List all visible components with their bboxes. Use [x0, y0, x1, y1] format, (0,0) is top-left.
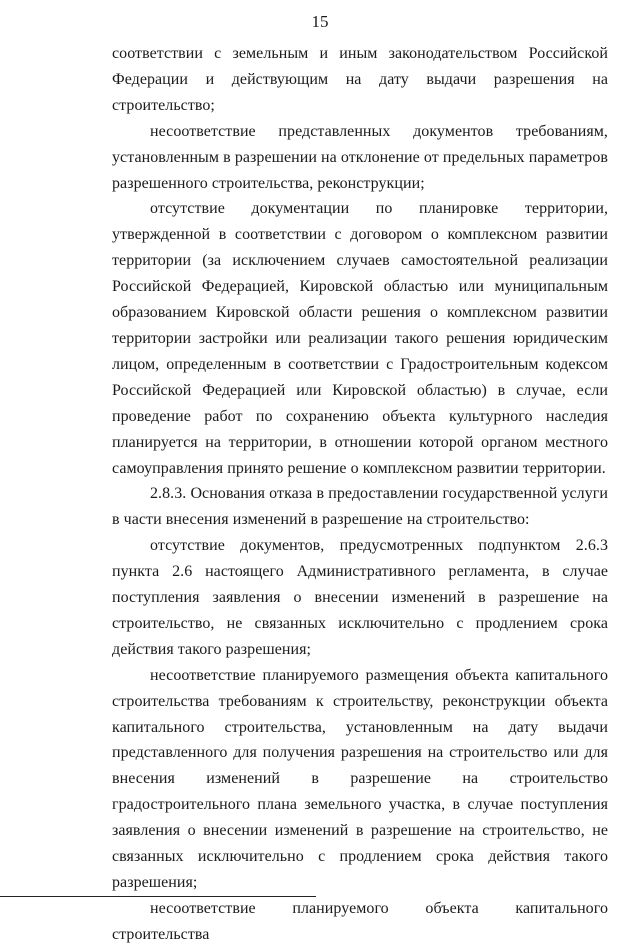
footer-divider: [0, 896, 316, 897]
paragraph-continuation: соответствии с земельным и иным законодательством Российской Федерации и действующим на дату выдачи разрешения на строительство;: [112, 45, 608, 114]
paragraph-object-nonconformity: несоответствие планируемого объекта капитального строительства: [112, 899, 608, 943]
paragraph-section-2-8-3: 2.8.3. Основания отказа в предоставлении государственной услуги в части внесения изменений в разрешение на строительство:: [112, 485, 608, 529]
paragraph-nonconformity-deviation: несоответствие представленных документов требованиям, установленным в разрешении на отклонение от предельных параметров разрешенного строительства, реконструкции;: [112, 122, 608, 192]
page-number: 15: [311, 12, 329, 31]
paragraph-placement-nonconformity: несоответствие планируемого размещения объекта капитального строительства требованиям к строительству, реконструкции объекта капитального строительства, установленным на дату выдачи представленного для получения разрешения на строительство или для внесения изменений в разрешение на строительство градостроительного плана земельного участка, в случае поступления заявления о внесении изменений в разрешение на строительство, не связанных исключительно с продлением срока действия такого разрешения;: [112, 666, 608, 891]
document-body: [112, 41, 608, 948]
paragraph-missing-documents: отсутствие документов, предусмотренных подпунктом 2.6.3 пункта 2.6 настоящего Административного регламента, в случае поступления заявления о внесении изменений в разрешение на строительство, не связанных исключительно с продлением срока действия такого разрешения;: [112, 537, 608, 658]
paragraph-missing-planning-docs: отсутствие документации по планировке территории, утвержденной в соответствии с договором о комплексном развитии территории (за исключением случаев самостоятельной реализации Российской Федерацией, Кировской областью или муниципальным образованием Кировской области решения о комплексном развитии территории застройки или реализации такого решения юридическим лицом, определенным в соответствии с Градостроительным кодексом Российской Федерацией или Кировской областью) в случае, если проведение работ по сохранению объекта культурного наследия планируется на территории, в отношении которой органом местного самоуправления принято решение о комплексном развитии территории.: [112, 200, 608, 477]
